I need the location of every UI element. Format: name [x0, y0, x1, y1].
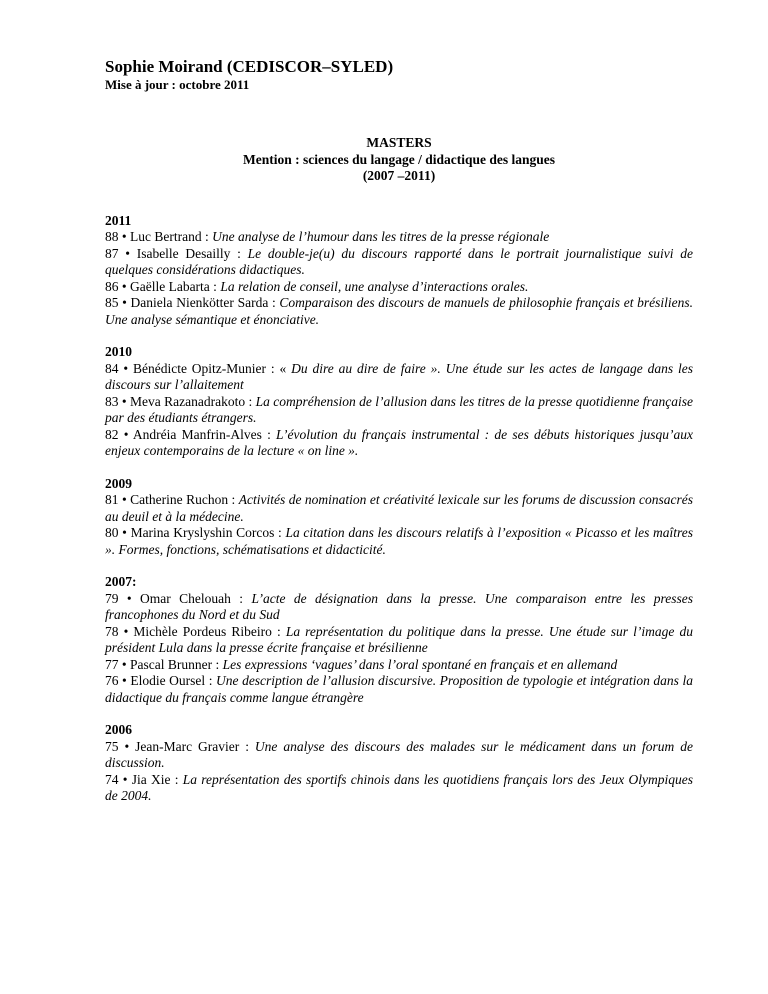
entry-author: 88 • Luc Bertrand : — [105, 229, 213, 244]
entry-author: 83 • Meva Razanadrakoto : — [105, 393, 256, 409]
entry-title: Activités de nomination et créativité lexicale sur les forums de discussion consacrés au deuil et à la médecine. — [105, 492, 693, 524]
list-item — [105, 492, 693, 525]
list-item — [105, 673, 693, 706]
entry-title: L’évolution du français instrumental : de ses débuts historiques jusqu’aux enjeux contemporains de la lecture « on line ». — [105, 426, 693, 458]
entry-title: Une analyse de l’humour dans les titres de la presse régionale — [212, 229, 550, 244]
year-heading: 2006 — [105, 722, 132, 737]
list-item — [105, 739, 693, 772]
entry-author: 80 • Marina Kryslyshin Corcos : — [105, 525, 286, 540]
heading-masters: MASTERS — [366, 135, 432, 150]
list-item — [105, 624, 693, 657]
list-item — [105, 361, 693, 394]
document-page — [105, 57, 693, 805]
year-section-2011 — [105, 213, 693, 329]
entry-author: 85 • Daniela Nienkötter Sarda : — [105, 295, 280, 310]
year-heading: 2010 — [105, 344, 132, 359]
update-date: Mise à jour : octobre 2011 — [105, 77, 250, 92]
entry-title: Une description de l’allusion discursive. Proposition de typologie et intégration dans la didactique du français comme langue étrangère — [105, 673, 693, 705]
year-heading: 2011 — [105, 212, 132, 228]
entry-title: La citation dans les discours relatifs à l’exposition « Picasso et les maîtres ». Formes, fonctions, schématisations et didacticité. — [105, 525, 693, 557]
entry-author: 76 • Elodie Oursel : — [105, 673, 217, 688]
list-item — [105, 246, 693, 279]
entry-title: Du dire au dire de faire ». Une étude sur les actes de langage dans les discours sur l’allaitement — [105, 360, 693, 392]
year-heading: 2007: — [105, 574, 137, 589]
entry-title: La représentation du politique dans la presse. Une étude sur l’image du président Lula dans la presse écrite française et brésilienne — [105, 623, 694, 655]
heading-mention: Mention : sciences du langage / didactique des langues — [242, 151, 556, 167]
entry-title: La relation de conseil, une analyse d’interactions orales. — [220, 278, 529, 294]
entry-author: 84 • Bénédicte Opitz-Munier : « — [105, 360, 292, 376]
list-item — [105, 295, 693, 328]
entry-title: Les expressions ‘vagues’ dans l’oral spontané en français et en allemand — [222, 656, 618, 672]
list-item — [105, 279, 693, 296]
entry-title: La représentation des sportifs chinois dans les quotidiens français lors des Jeux Olympiques de 2004. — [105, 771, 693, 803]
list-item — [105, 229, 693, 246]
entry-author: 75 • Jean-Marc Gravier : — [105, 738, 255, 754]
year-heading: 2009 — [105, 475, 132, 491]
entry-title: Une analyse des discours des malades sur le médicament dans un forum de discussion. — [105, 738, 693, 770]
entry-title: La compréhension de l’allusion dans les titres de la presse quotidienne française par des étudiants étrangers. — [105, 393, 693, 425]
entry-author: 74 • Jia Xie : — [105, 771, 183, 787]
list-item — [105, 427, 693, 460]
year-section-2006 — [105, 722, 693, 805]
list-item — [105, 525, 693, 558]
entry-author: 77 • Pascal Brunner : — [105, 656, 223, 672]
list-item — [105, 591, 693, 624]
entry-author: 78 • Michèle Pordeus Ribeiro : — [105, 623, 286, 639]
list-item — [105, 772, 693, 805]
year-section-2007 — [105, 574, 693, 706]
entry-author: 82 • Andréia Manfrin-Alves : — [105, 426, 277, 442]
entry-author: 87 • Isabelle Desailly : — [105, 245, 248, 261]
author-name: Sophie Moirand (CEDISCOR–SYLED) — [105, 57, 394, 76]
year-section-2010 — [105, 344, 693, 460]
list-item — [105, 657, 693, 674]
heading-years: (2007 –2011) — [362, 168, 436, 183]
entry-author: 86 • Gaëlle Labarta : — [105, 278, 221, 294]
entry-author: 81 • Catherine Ruchon : — [105, 492, 239, 507]
entry-author: 79 • Omar Chelouah : — [105, 590, 252, 606]
document-heading — [105, 135, 693, 185]
entry-title: Le double-je(u) du discours rapporté dans le portrait journalistique suivi de quelques considérations didactiques. — [105, 245, 693, 277]
entry-title: Comparaison des discours de manuels de philosophie français et brésiliens. Une analyse sémantique et énonciative. — [105, 295, 693, 327]
year-section-2009 — [105, 476, 693, 559]
list-item — [105, 394, 693, 427]
entry-title: L’acte de désignation dans la presse. Une comparaison entre les presses francophones du Nord et du Sud — [105, 590, 693, 622]
